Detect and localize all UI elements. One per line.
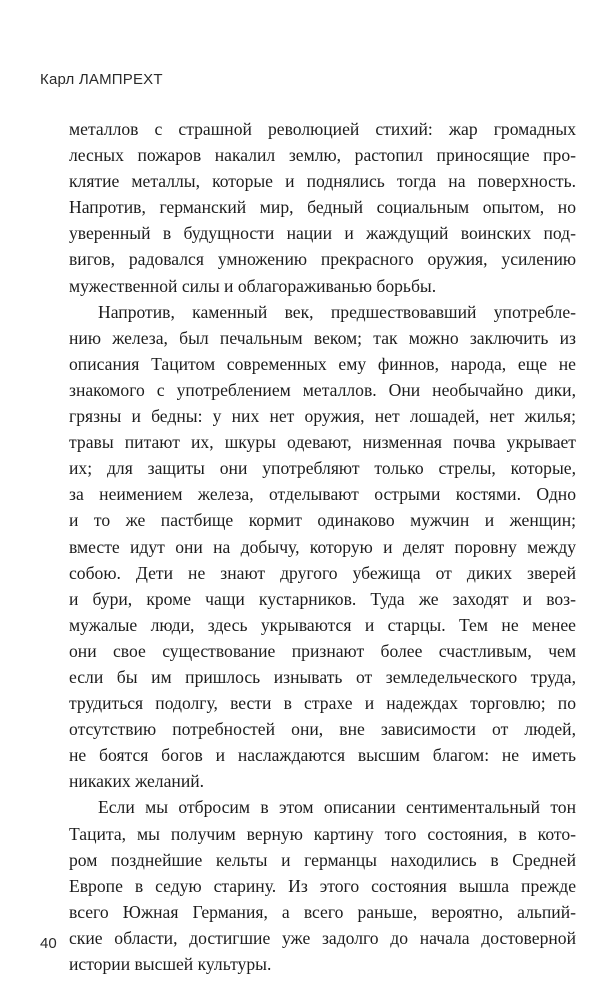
text-line: Европе в седую старину. Из этого состояния вышла прежде xyxy=(69,875,576,896)
text-line: не боятся богов и наслаждаются высшим благом: не иметь xyxy=(69,745,576,766)
text-line: собою. Дети не знают другого убежища от диких зверей xyxy=(69,562,576,583)
page-number: 40 xyxy=(40,935,57,952)
text-line: мужалые люди, здесь укрываются и старцы. Тем не менее xyxy=(69,614,576,635)
text-line: Тацита, мы получим верную картину того состояния, в кото- xyxy=(69,823,576,844)
text-line: знакомого с употреблением металлов. Они необычайно дики, xyxy=(69,379,576,400)
text-line: нию железа, был печальным веком; так можно заключить из xyxy=(69,327,576,348)
text-line: истории высшей культуры. xyxy=(69,954,272,974)
paragraph-3 xyxy=(69,794,576,977)
text-line: вместе идут они на добычу, которую и делят поровну между xyxy=(69,536,576,557)
text-line: грязны и бедны: у них нет оружия, нет лошадей, нет жилья; xyxy=(69,406,576,427)
paragraph-2 xyxy=(69,299,576,795)
text-line: ром позднейшие кельты и германцы находились в Средней xyxy=(69,849,576,870)
text-line: уверенный в будущности нации и жаждущий воинских под- xyxy=(69,223,576,244)
text-line: отсутствию потребностей они, вне зависимости от людей, xyxy=(69,719,576,740)
text-line: мужественной силы и облагораживанью борьбы. xyxy=(69,275,437,296)
body-text xyxy=(69,116,576,977)
text-line: металлов с страшной революцией стихий: жар громадных xyxy=(69,119,576,139)
text-line: они свое существование признают более счастливым, чем xyxy=(69,640,576,661)
text-line: описания Тацитом современных ему финнов, народа, еще не xyxy=(69,353,576,374)
text-line: если бы им пришлось изнывать от земледельческого труда, xyxy=(69,666,576,687)
text-line: клятие металлы, которые и поднялись тогда на поверхность. xyxy=(69,171,576,192)
text-line: Если мы отбросим в этом описании сентиментальный тон xyxy=(98,797,576,818)
text-line: ские области, достигшие уже задолго до начала достоверной xyxy=(69,927,576,948)
text-line: лесных пожаров накалил землю, растопил приносящие про- xyxy=(69,145,576,166)
text-line: и бури, кроме чащи кустарников. Туда же заходят и воз- xyxy=(69,588,576,609)
running-head: Карл ЛАМПРЕХТ xyxy=(40,71,163,88)
text-line: травы питают их, шкуры одевают, низменная почва укрывает xyxy=(69,432,576,453)
text-line: Напротив, германский мир, бедный социальным опытом, но xyxy=(69,197,576,218)
text-line: и то же пастбище кормит одинаково мужчин и женщин; xyxy=(69,510,576,531)
text-line: никаких желаний. xyxy=(69,771,205,792)
text-line: всего Южная Германия, а всего раньше, вероятно, альпий- xyxy=(69,901,576,922)
paragraph-1 xyxy=(69,116,576,299)
text-line: трудиться подолгу, вести в страхе и надеждах торговлю; по xyxy=(69,693,576,714)
text-line: Напротив, каменный век, предшествовавший употребле- xyxy=(98,301,576,322)
text-line: за неимением железа, отделывают острыми костями. Одно xyxy=(69,484,576,505)
text-line: вигов, радовался умножению прекрасного оружия, усилению xyxy=(69,249,576,270)
text-line: их; для защиты они употребляют только стрелы, которые, xyxy=(69,458,576,479)
